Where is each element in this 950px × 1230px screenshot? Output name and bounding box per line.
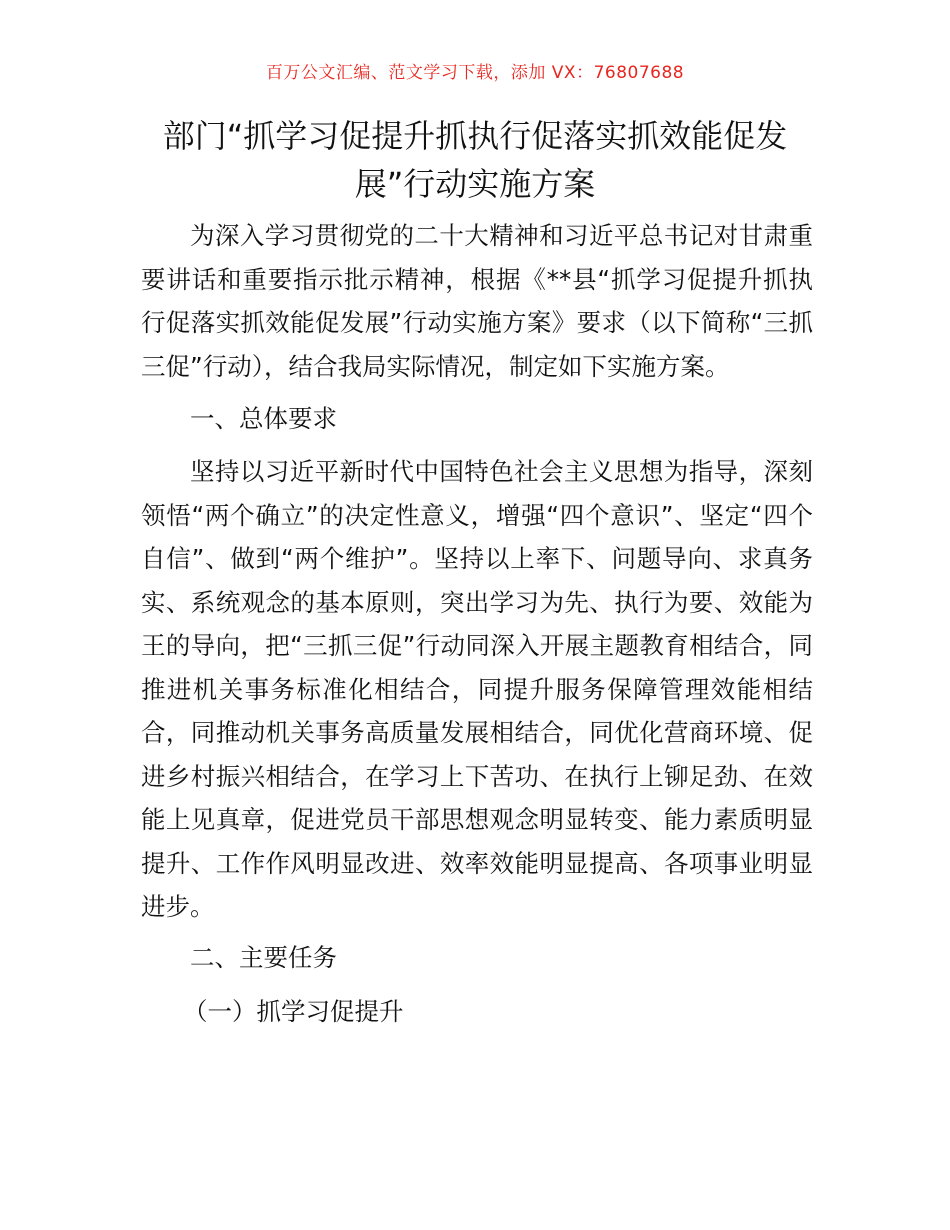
section-heading-general-requirements: 一、总体要求 — [190, 404, 337, 433]
watermark-banner: 百万公文汇编、范文学习下载，添加 VX：76807688 — [265, 63, 685, 83]
general-requirements-paragraph: 坚持以习近平新时代中国特色社会主义思想为指导，深刻领悟“两个确立”的决定性意义，增强“四个意识”、坚定“四个自信”、做到“两个维护”。坚持以上率下、问题导向、求真务实、系统观念的基本原则，突出学习为先、执行为要、效能为王的导向，把“三抓三促”行动同深入开展主题教育相结合，同推进机关事务标准化相结合，同提升服务保障管理效能相结合，同推动机关事务高质量发展相结合，同优化营商环境、促进乡村振兴相结合，在学习上下苦功、在执行上铆足劲、在效能上见真章，促进党员干部思想观念明显转变、能力素质明显提升、工作作风明显改进、效率效能明显提高、各项事业明显进步。 — [141, 457, 813, 921]
section-heading-main-tasks: 二、主要任务 — [190, 943, 337, 972]
intro-paragraph: 为深入学习贯彻党的二十大精神和习近平总书记对甘肃重要讲话和重要指示批示精神，根据《**县“抓学习促提升抓执行促落实抓效能促发展”行动实施方案》要求（以下简称“三抓三促”行动），结合我局实际情况，制定如下实施方案。 — [141, 221, 813, 381]
page-title: 部门“抓学习促提升抓执行促落实抓效能促发展”行动实施方案 — [162, 117, 788, 203]
subsection-heading-study: （一）抓学习促提升 — [183, 997, 404, 1026]
